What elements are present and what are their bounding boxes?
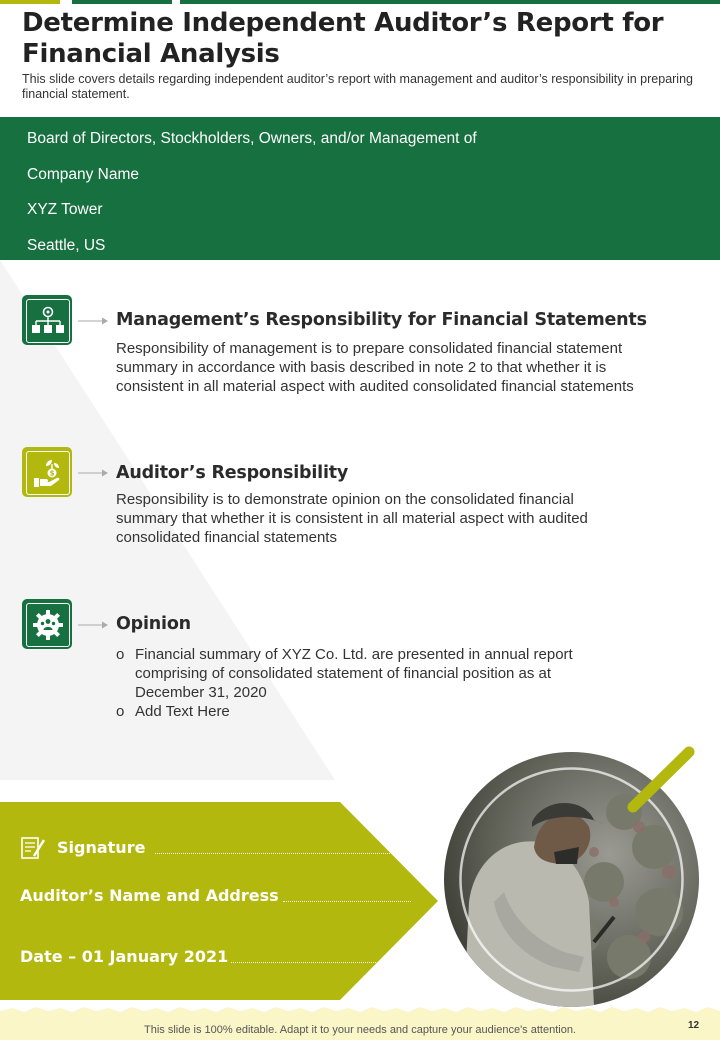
auditor-section-title: Auditor’s Responsibility xyxy=(116,463,349,483)
opinion-section-icon-box xyxy=(22,599,72,649)
page-number: 12 xyxy=(688,1020,700,1031)
bullet-marker: o xyxy=(116,703,125,720)
management-section-title: Management’s Responsibility for Financial Statements xyxy=(116,310,647,330)
connector-arrow-icon xyxy=(78,620,108,630)
footer-note: This slide is 100% editable. Adapt it to your needs and capture your audience's attention. xyxy=(144,1024,576,1036)
management-section-body: Responsibility of management is to prepare consolidated financial statement summary in accordance with basis described in note 2 to that whether it is consistent in all material aspect with audited consolidated financial statements xyxy=(116,340,634,395)
top-accent-bar-green-2 xyxy=(180,0,720,4)
page-title: Determine Independent Auditor’s Report for Financial Analysis xyxy=(22,8,664,69)
auditor-name-address-line[interactable] xyxy=(283,901,411,902)
auditor-section-body: Responsibility is to demonstrate opinion on the consolidated financial summary that whether it is consistent in all material aspect with audited consolidated financial statements xyxy=(116,491,588,546)
opinion-section-title: Opinion xyxy=(116,614,191,634)
opinion-bullet-text: Add Text Here xyxy=(135,703,230,720)
addressee-line: Company Name xyxy=(27,166,139,183)
bullet-marker: o xyxy=(116,646,125,663)
addressee-line: Seattle, US xyxy=(27,237,106,254)
date-label: Date – 01 January 2021 xyxy=(20,947,229,966)
connector-arrow-icon xyxy=(78,316,108,326)
management-section-icon-box xyxy=(22,295,72,345)
top-accent-bar-lime xyxy=(0,0,60,4)
addressee-box xyxy=(0,117,720,260)
svg-text:$: $ xyxy=(49,469,55,478)
auditor-section-icon-box xyxy=(22,447,72,497)
signature-label: Signature xyxy=(57,838,146,857)
accent-slash-shape xyxy=(625,745,697,815)
signature-document-icon xyxy=(20,835,46,861)
page-subtitle: This slide covers details regarding independent auditor’s report with management and auditor’s responsibility in preparing financial statement. xyxy=(22,72,693,101)
money-growth-hand-icon xyxy=(31,456,65,490)
signature-line[interactable] xyxy=(155,853,390,854)
addressee-line: Board of Directors, Stockholders, Owners, and/or Management of xyxy=(27,130,477,147)
auditor-name-address-label: Auditor’s Name and Address xyxy=(20,886,279,905)
org-chart-icon xyxy=(30,306,66,336)
opinion-bullet-text: Financial summary of XYZ Co. Ltd. are presented in annual report comprising of consolidated statement of financial position as at December 31, 2020 xyxy=(135,646,573,701)
gear-team-icon xyxy=(31,608,65,642)
footer-grass-edge xyxy=(0,1005,720,1015)
addressee-line: XYZ Tower xyxy=(27,201,103,218)
top-accent-bar-green-1 xyxy=(72,0,172,4)
connector-arrow-icon xyxy=(78,468,108,478)
date-line[interactable] xyxy=(231,962,396,963)
